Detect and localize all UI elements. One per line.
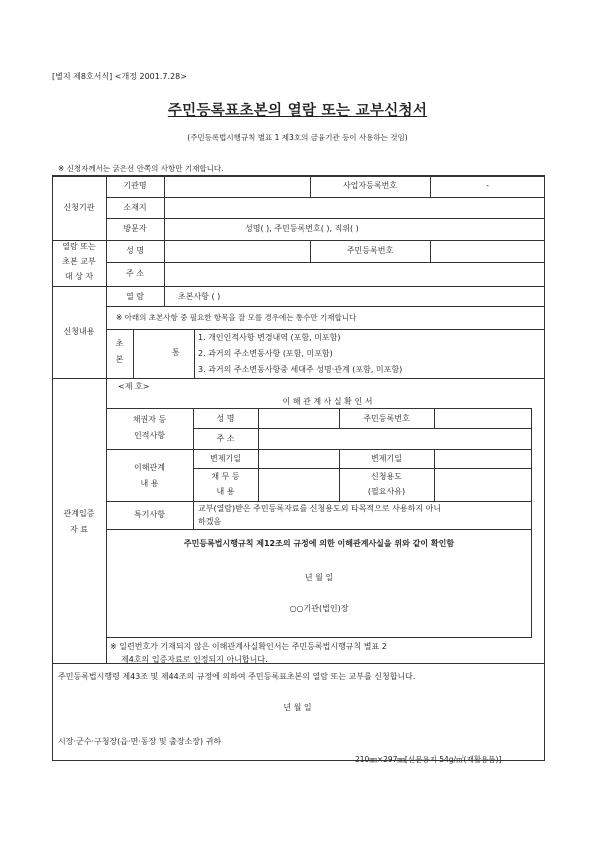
count-label: 통	[172, 348, 180, 357]
confirmation-signer: ○○기관(법인)장	[289, 604, 349, 613]
special-text-line2: 하겠음	[198, 517, 222, 526]
business-reg-label: 사업자등록번호	[342, 181, 398, 190]
creditor-address-label: 주 소	[216, 434, 235, 443]
creditor-label-2: 인적사항	[134, 431, 165, 440]
footnote-line1: ※ 일련번호가 기재되지 않은 이해관계사실확인서는 주민등록법시행규칙 별표 2	[110, 642, 387, 651]
relation-label-line2: 자 료	[70, 525, 88, 534]
form-title: 주민등록표초본의 열람 또는 교부신청서	[167, 103, 428, 119]
content-note: ※ 아래의 초본사항 중 필요한 항목을 잘 모를 경우에는 통수만 기재합니다	[116, 313, 357, 322]
view-label: 열 람	[126, 292, 144, 301]
subject-label-line2: 초본 교부	[62, 257, 96, 266]
purpose-label-2: (필요사유)	[367, 487, 406, 496]
copy-label-2: 본	[115, 355, 124, 364]
content-item-2[interactable]: 2. 과거의 주소변동사항 (포함, 미포함)	[198, 349, 333, 358]
address-label: 소재지	[123, 203, 147, 212]
serial-number-label: <제 호>	[118, 382, 150, 391]
agency-name-label: 기관명	[123, 181, 147, 190]
debt-label-1: 채 무 등	[211, 472, 240, 481]
content-item-1[interactable]: 1. 개인인적사항 변경내역 (포함, 미포함)	[198, 333, 341, 342]
purpose-label-1: 신청용도	[371, 472, 402, 481]
creditor-name-label: 성 명	[216, 414, 235, 423]
application-date[interactable]: 년 월 일	[283, 703, 312, 712]
form-subtitle: (주민등록법시행규칙 별표 1 제3호의 금융기관 등이 사용하는 것임)	[187, 133, 408, 142]
visitor-label: 방문자	[123, 224, 147, 233]
relation-label-line1: 관계입증	[63, 509, 95, 518]
copy-label-1: 초	[115, 339, 124, 348]
business-reg-value[interactable]: -	[486, 181, 489, 190]
subject-label-line1: 열람 또는	[62, 242, 96, 251]
creditor-label-1: 채권자 등	[132, 415, 167, 424]
creditor-rrn-label: 주민등록번호	[363, 414, 410, 423]
paper-spec: 210㎜×297㎜[신문용지 54g/㎡(재활용품)]	[355, 755, 502, 764]
interest-label-2: 내 용	[140, 479, 159, 488]
confirmation-statement: 주민등록법시행규칙 제12조의 규정에 의한 이해관계사실을 위와 같이 확인함	[183, 539, 455, 548]
recipient-text: 시장·군수·구청장(읍·면·동장 및 출장소장) 귀하	[58, 737, 222, 746]
debt-label-2: 내 용	[216, 487, 235, 496]
visitor-fields[interactable]: 성명( ), 주민등록번호( ), 직위( )	[245, 224, 359, 233]
subject-rrn-label: 주민등록번호	[346, 246, 394, 255]
notice-text: ※ 신청자께서는 굵은선 안쪽의 사항만 기재합니다.	[58, 164, 224, 173]
confirmation-date[interactable]: 년 월 일	[304, 573, 334, 582]
subject-address-label: 주 소	[126, 269, 144, 278]
special-text-line1: 교부(열람)받은 주민등록자료를 신청용도외 타목적으로 사용하지 아니	[198, 504, 442, 513]
thick-top-border	[52, 175, 545, 177]
repay-date-label-1: 변제기일	[210, 454, 241, 463]
declaration-text: 주민등록법시행령 제43조 및 제44조의 규정에 의하여 주민등록표초본의 열람 또는 교부를 신청합니다.	[58, 672, 416, 681]
repay-date-label-2: 변제기일	[371, 454, 402, 463]
content-item-3[interactable]: 3. 과거의 주소변동사항중 세대주 성명·관계 (포함, 미포함)	[198, 365, 403, 374]
special-label: 특기사항	[134, 510, 165, 519]
interest-label-1: 이해관계	[134, 463, 165, 472]
applicant-section-label: 신청기관	[63, 203, 95, 212]
form-number: [별지 제8호서식] <개정 2001.7.28>	[52, 72, 187, 81]
footnote-line2: 제4호의 입증자료로 인정되지 아니합니다.	[121, 655, 268, 664]
content-section-label: 신청내용	[63, 327, 95, 336]
confirmation-title: 이 해 관 계 사 실 확 인 서	[282, 397, 373, 406]
subject-label-line3: 대 상 자	[64, 272, 94, 281]
view-value[interactable]: 초본사항 ( )	[178, 292, 221, 301]
subject-name-label: 성 명	[126, 246, 144, 255]
